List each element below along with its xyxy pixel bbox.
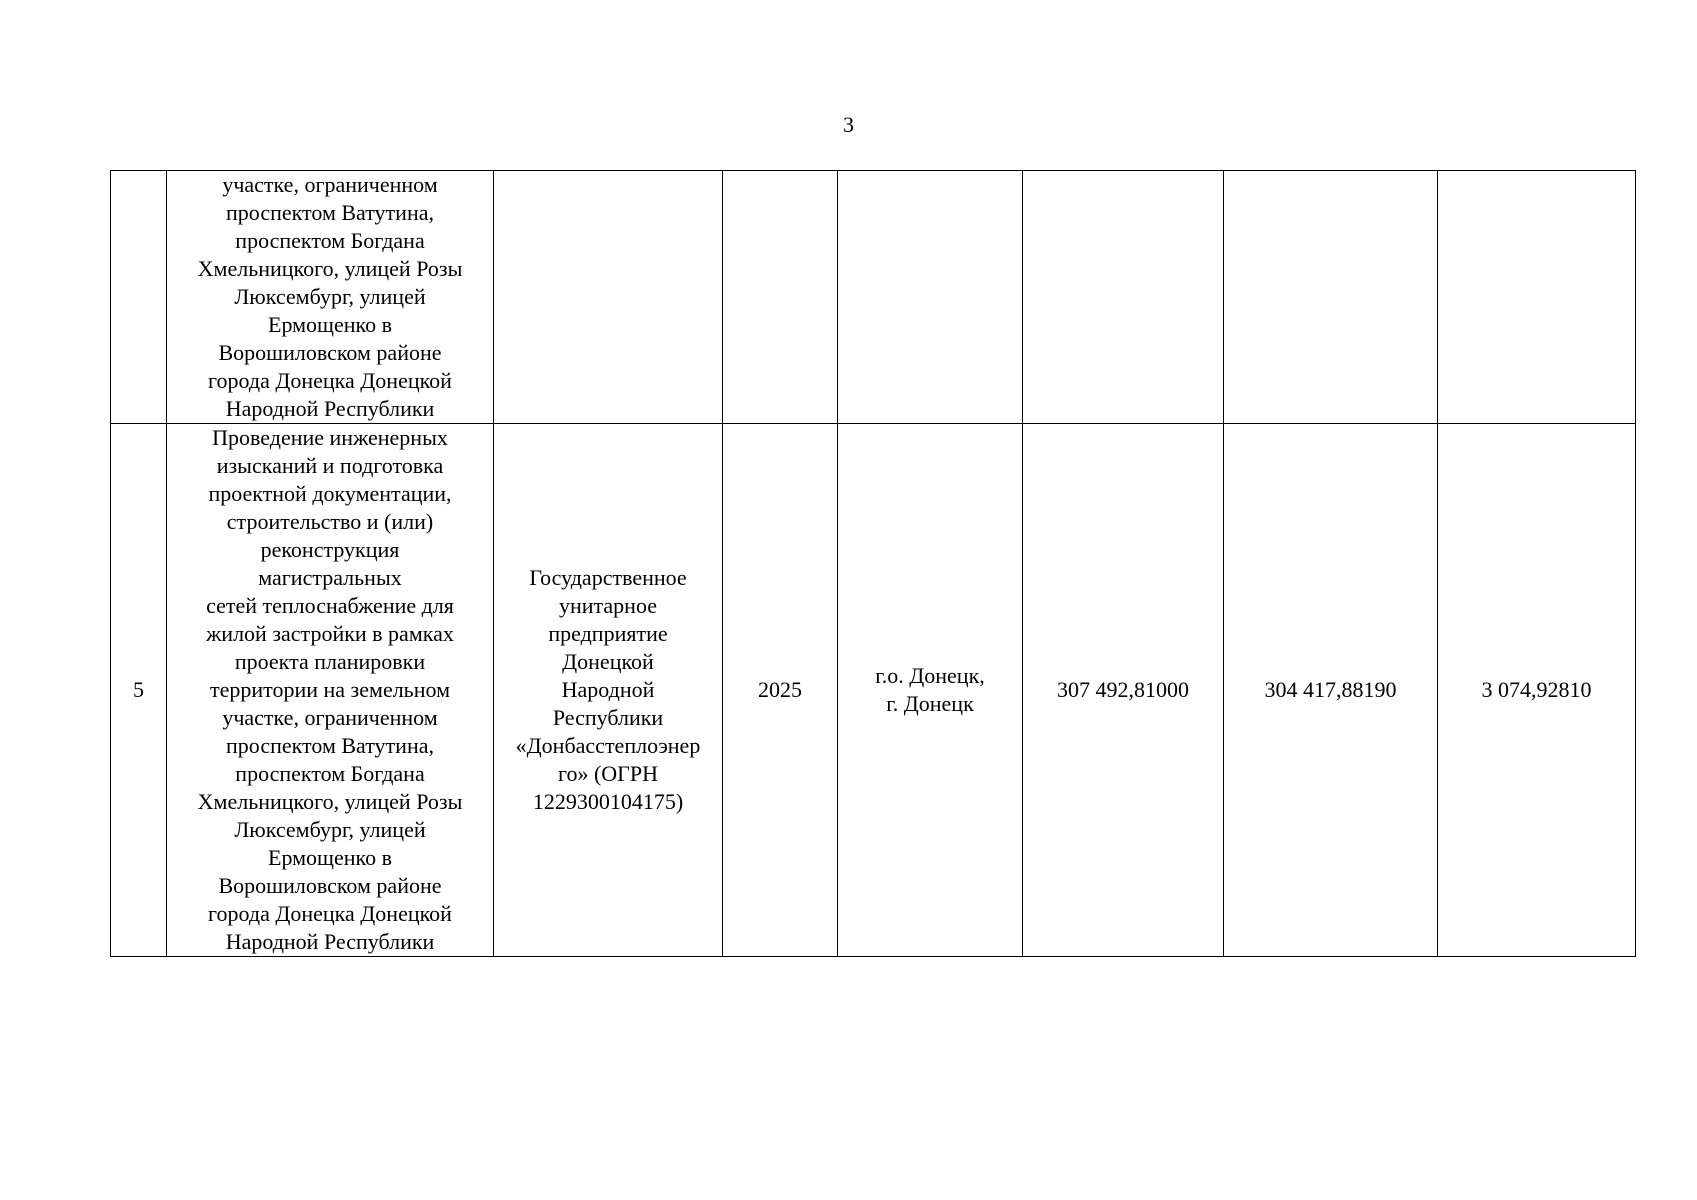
description-line: Проведение инженерных (212, 425, 448, 450)
cell-year (723, 171, 838, 424)
description-line: жилой застройки в рамках (206, 621, 454, 646)
cell-amount-1 (1224, 171, 1438, 424)
description-line: Хмельницкого, улицей Розы (197, 789, 463, 814)
description-line: проспектом Богдана (235, 228, 425, 253)
description-line: участке, ограниченном (222, 705, 438, 730)
organization-line: «Донбасстеплоэнер (515, 733, 701, 758)
cell-location (838, 424, 1023, 957)
description-line: Народной Республики (225, 929, 435, 954)
description-line: Люксембург, улицей (234, 817, 426, 842)
location-lines (844, 662, 1016, 718)
cell-amount-2 (1438, 171, 1636, 424)
cell-organization (494, 424, 723, 957)
description-line: Ворошиловском районе (218, 873, 442, 898)
table-row (111, 424, 1636, 957)
description-line: территории на земельном (210, 677, 450, 702)
description-line: Люксембург, улицей (234, 284, 426, 309)
cell-location (838, 171, 1023, 424)
description-line: проспектом Ватутина, (226, 733, 434, 758)
cell-description (167, 424, 494, 957)
description-line: проектной документации, (208, 481, 452, 506)
description-line: Ворошиловском районе (218, 340, 442, 365)
page-number: 3 (843, 112, 854, 137)
organization-line: предприятие (548, 621, 668, 646)
location-line: г. Донецк (886, 691, 974, 716)
document-table (110, 170, 1636, 957)
organization-line: унитарное (558, 593, 657, 618)
description-line: Ермощенко в (268, 845, 392, 870)
cell-amount-2: 3 074,92810 (1438, 424, 1636, 957)
cell-number (111, 171, 167, 424)
description-lines (173, 424, 487, 956)
location-line: г.о. Донецк, (875, 663, 985, 688)
description-line: Ермощенко в (268, 312, 392, 337)
description-line: строительство и (или) (226, 509, 434, 534)
organization-line: 1229300104175) (532, 789, 684, 814)
cell-amount-1: 304 417,88190 (1224, 424, 1438, 957)
description-line: проспектом Ватутина, (226, 200, 434, 225)
description-line: проспектом Богдана (235, 761, 425, 786)
description-line: сетей теплоснабжение для (206, 593, 454, 618)
cell-description (167, 171, 494, 424)
description-line: Народной Республики (225, 396, 435, 421)
organization-lines (500, 564, 716, 816)
description-line: города Донецка Донецкой (208, 368, 452, 393)
organization-line: Народной (561, 677, 655, 702)
description-line: города Донецка Донецкой (208, 901, 452, 926)
organization-line: Республики (552, 705, 664, 730)
organization-line: го» (ОГРН (557, 761, 659, 786)
description-line: реконструкция (260, 537, 400, 562)
description-line: магистральных (258, 565, 402, 590)
organization-line: Донецкой (562, 649, 654, 674)
cell-number: 5 (111, 424, 167, 957)
description-line: участке, ограниченном (222, 172, 438, 197)
description-line: Хмельницкого, улицей Розы (197, 256, 463, 281)
description-lines (173, 171, 487, 423)
table-row (111, 171, 1636, 424)
description-line: изысканий и подготовка (216, 453, 444, 478)
cell-total (1023, 171, 1224, 424)
cell-total: 307 492,81000 (1023, 424, 1224, 957)
description-line: проекта планировки (234, 649, 426, 674)
cell-year: 2025 (723, 424, 838, 957)
organization-line: Государственное (529, 565, 687, 590)
cell-organization (494, 171, 723, 424)
